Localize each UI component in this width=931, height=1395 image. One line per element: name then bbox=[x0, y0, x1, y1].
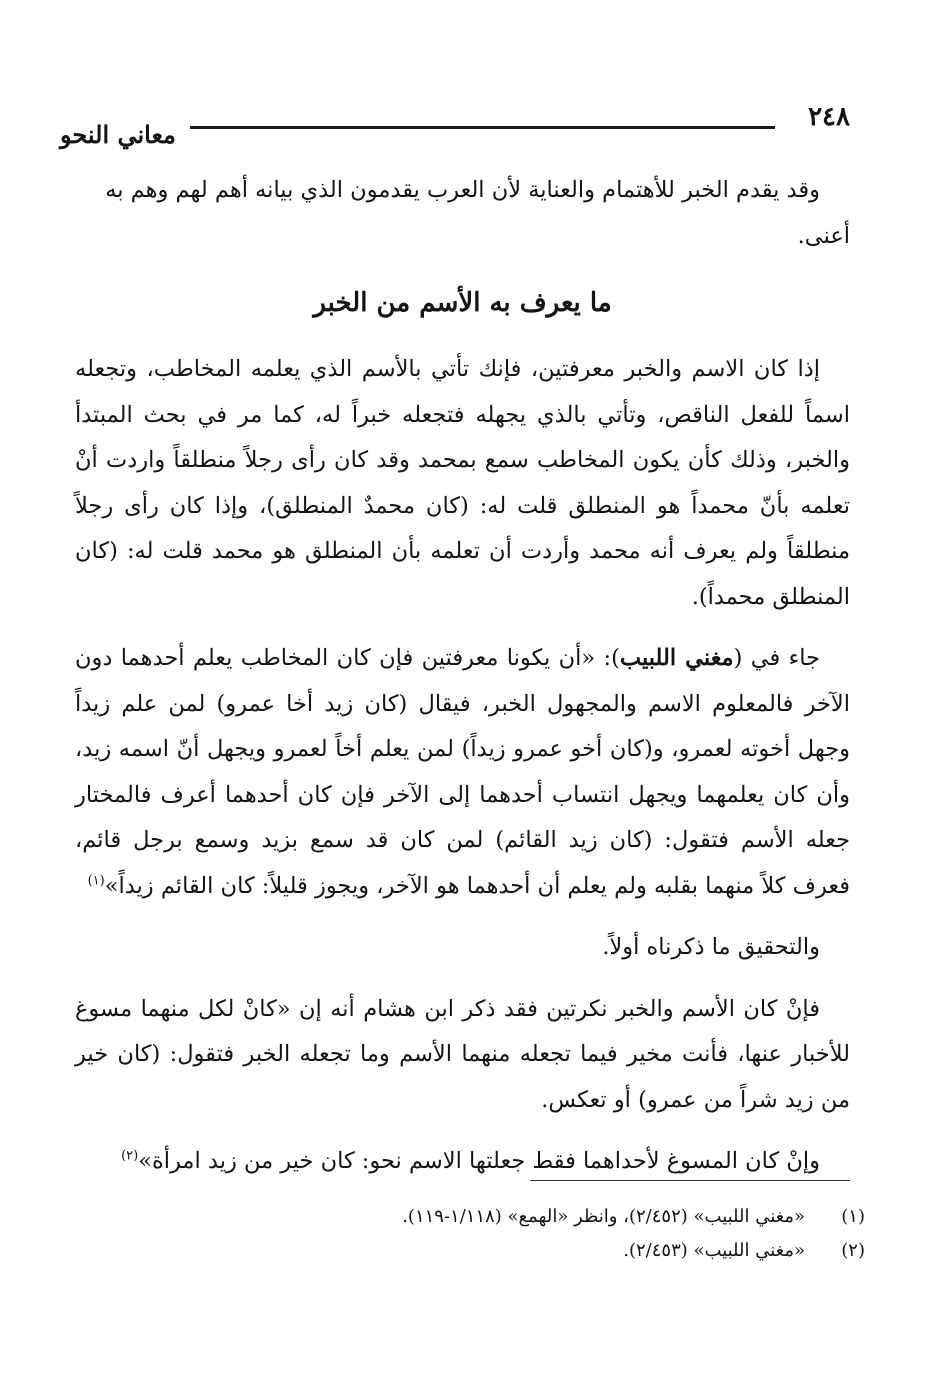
paragraph-1-line-2: أعنى. bbox=[797, 222, 850, 249]
footnotes bbox=[75, 1200, 865, 1268]
paragraph-3 bbox=[75, 636, 850, 909]
page-header bbox=[60, 100, 850, 160]
running-title: معاني النحو bbox=[60, 120, 176, 149]
paragraph-1-line-1: وقد يقدم الخبر للأهتمام والعناية لأن العرب يقدمون الذي بيانه أهم لهم وهم به bbox=[105, 177, 820, 203]
paragraph-6-text: وإنْ كان المسوغ لأحداهما فقط جعلتها الاسم نحو: كان خير من زيد امرأة» bbox=[138, 1148, 820, 1174]
paragraph-3-prefix: جاء في ( bbox=[733, 645, 821, 671]
footnote-2-text: «مغني اللبيب» (٢/٤٥٣). bbox=[623, 1240, 805, 1261]
footnote-separator bbox=[530, 1180, 850, 1181]
footnote-2 bbox=[75, 1234, 865, 1268]
footnote-ref-1[interactable]: (١) bbox=[87, 873, 105, 888]
footnote-1-number: (١) bbox=[841, 1206, 865, 1227]
footnote-1 bbox=[75, 1200, 865, 1234]
section-heading: ما يعرف به الأسم من الخبر bbox=[313, 288, 612, 318]
footnote-2-number: (٢) bbox=[841, 1240, 865, 1261]
body-text bbox=[75, 168, 850, 1185]
paragraph-4: والتحقيق ما ذكرناه أولاً. bbox=[602, 934, 820, 960]
page-number: ٢٤٨ bbox=[808, 102, 850, 132]
footnote-ref-2[interactable]: (٢) bbox=[121, 1148, 139, 1164]
footnote-1-text: «مغني اللبيب» (٢/٤٥٢)، وانظر «الهمع» (١/١١٨-١١٩). bbox=[402, 1206, 805, 1227]
header-rule bbox=[190, 126, 775, 129]
book-title-mughni: مغني اللبيب bbox=[619, 645, 734, 671]
paragraph-6 bbox=[75, 1139, 850, 1185]
paragraph-5: فإنْ كان الأسم والخبر نكرتين فقد ذكر ابن هشام أنه إن «كانْ لكل منهما مسوغ للأخبار عنها، فأنت مخير فيما تجعله منهما الأسم وما تجعله الخبر فتقول: (كان خير من زيد شراً من عمرو) أو تعكس. bbox=[75, 995, 850, 1113]
paragraph-2: إذا كان الاسم والخبر معرفتين، فإنك تأتي بالأسم الذي يعلمه المخاطب، وتجعله اسماً للفعل الناقص، وتأتي بالذي يجهله فتجعله خبراً له، كما مر في بحث المبتدأ والخبر، وذلك كأن يكون المخاطب سمع بمحمد وقد كان رأى رجلاً منطلقاً واردت أنْ تعلمه بأنّ محمداً هو المنطلق قلت له: (كان محمدٌ المنطلق)، وإذا كان رأى رجلاً منطلقاً ولم يعرف أنه محمد وأردت أن تعلمه بأن المنطلق هو محمد قلت له: (كان المنطلق محمداً). bbox=[75, 356, 850, 610]
paragraph-3-text: ): «أن يكونا معرفتين فإن كان المخاطب يعلم أحدهما دون الآخر فالمعلوم الاسم والمجهول الخبر، فيقال (كان زيد أخا عمرو) لمن علم زيداً وجهل أخوته لعمرو، و(كان أخو عمرو زيداً) لمن يعلم أخاً لعمرو ويجهل أنّ اسمه زيد، وأن كان يعلمهما ويجهل انتساب أحدهما إلى الآخر فإن كان أحدهما أعرف فالمختار جعله الأسم فتقول: (كان زيد القائم) لمن كان قد سمع بزيد وسمع برجل قائم، فعرف كلاً منهما بقلبه ولم يعلم أن أحدهما هو الآخر، ويجوز قليلاً: كان القائم زيداً» bbox=[75, 645, 850, 899]
